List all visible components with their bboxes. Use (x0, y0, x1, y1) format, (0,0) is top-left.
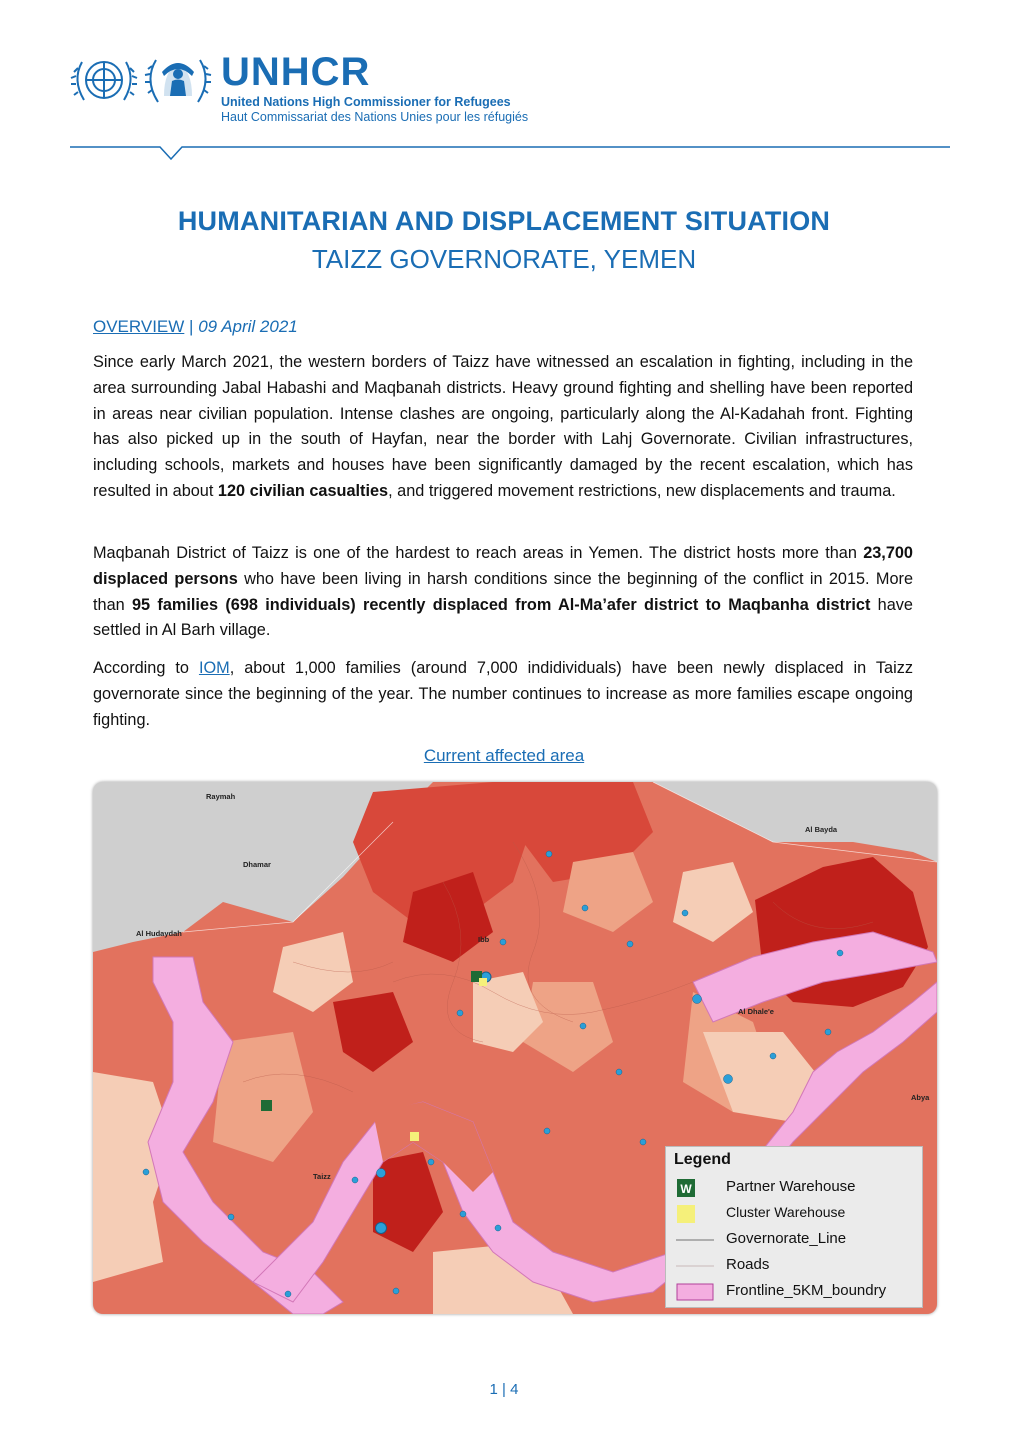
overview-date: 09 April 2021 (198, 317, 298, 336)
iom-link[interactable]: IOM (198, 659, 230, 677)
overview-link[interactable]: OVERVIEW (93, 317, 185, 336)
legend-governorate-line (676, 1229, 916, 1251)
current-affected-area-link[interactable]: Current affected area (423, 746, 585, 765)
map-label-taizz: Taizz (313, 1172, 331, 1181)
p1-casualties: 120 civilian casualties (217, 481, 389, 500)
map-label-al-bayda: Al Bayda (805, 825, 838, 834)
p3-text-a: According to (93, 659, 199, 677)
frontline-icon (676, 1283, 716, 1301)
brand-name: UNHCR (221, 50, 371, 94)
cluster-warehouse-icon (676, 1205, 698, 1223)
paragraph-iom (93, 656, 913, 733)
map-label-dhamar: Dhamar (243, 860, 271, 869)
legend-cluster-warehouse-label: Cluster Warehouse (726, 1204, 846, 1220)
p1-text-a: Since early March 2021, the western borders of Taizz have witnessed an escalation in fighting, including in the area surrounding Jabal Habashi and Maqbanah districts. Heavy ground fighting and shelling have been reported in areas near civilian population. Intense clashes are ongoing, particularly along the Al-Kadahah front. Fighting has also picked up in the south of Hayfan, near the border with Lahj Governorate. Civilian infrastructures, including schools, markets and houses have been significantly damaged by the recent escalation, which has resulted in about (93, 353, 913, 500)
partner-warehouse-icon (676, 1179, 698, 1197)
legend-roads (676, 1255, 916, 1277)
map-label-abyan: Abya (911, 1093, 930, 1102)
p2-text-a: Maqbanah District of Taizz is one of the hardest to reach areas in Yemen. The district hosts more than (93, 544, 864, 562)
overview-heading (93, 317, 298, 337)
page-number: 1 | 4 (489, 1381, 519, 1398)
brand-name-french: Haut Commissariat des Nations Unies pour les réfugiés (221, 110, 529, 124)
legend-governorate-line-label: Governorate_Line (726, 1230, 847, 1247)
unhcr-emblem-icon (144, 50, 212, 112)
legend-partner-warehouse-label: Partner Warehouse (726, 1178, 856, 1195)
map-label-al-dhalee: Al Dhale'e (738, 1007, 774, 1016)
p2-displaced-persons: 23,700 displaced persons (93, 544, 913, 588)
header (70, 44, 590, 134)
paragraph-maqbanah (93, 541, 913, 644)
legend-partner-warehouse (676, 1177, 916, 1199)
legend-title: Legend (674, 1151, 731, 1168)
brand-name-english: United Nations High Commissioner for Refugees (221, 95, 511, 109)
affected-area-map (93, 782, 937, 1314)
legend-frontline (676, 1281, 916, 1303)
legend-cluster-warehouse (676, 1203, 916, 1225)
page-subtitle: TAIZZ GOVERNORATE, YEMEN (311, 244, 697, 274)
p1-text-b: , and triggered movement restrictions, new displacements and trauma. (388, 481, 896, 500)
map-label-raymah: Raymah (206, 792, 236, 801)
header-divider (70, 146, 950, 162)
p2-families: 95 families (698 individuals) recently displaced from Al-Ma’afer district to Maqbanha district (132, 595, 871, 614)
p3-text-b: , about 1,000 families (around 7,000 indidividuals) have been newly displaced in Taizz governorate since the beginning of the year. The number continues to increase as more families escape ongoing fighting. (93, 659, 913, 729)
map-label-al-hudaydah: Al Hudaydah (136, 929, 182, 938)
roads-icon (676, 1257, 716, 1275)
page-title: HUMANITARIAN AND DISPLACEMENT SITUATION (177, 206, 831, 236)
un-emblem-icon (70, 50, 138, 112)
p2-text-b: who have been living in harsh conditions since the beginning of the conflict in 2015. More than (93, 569, 914, 614)
p2-text-c: have settled in Al Barh village. (93, 595, 913, 640)
overview-separator: | (184, 317, 199, 336)
paragraph-escalation (93, 350, 913, 505)
map-legend (665, 1146, 923, 1308)
legend-roads-label: Roads (726, 1256, 770, 1273)
legend-frontline-label: Frontline_5KM_boundry (726, 1282, 887, 1299)
governorate-line-icon (676, 1231, 716, 1249)
map-label-ibb: Ibb (478, 935, 490, 944)
partner-warehouse-symbol: W (680, 1182, 692, 1196)
